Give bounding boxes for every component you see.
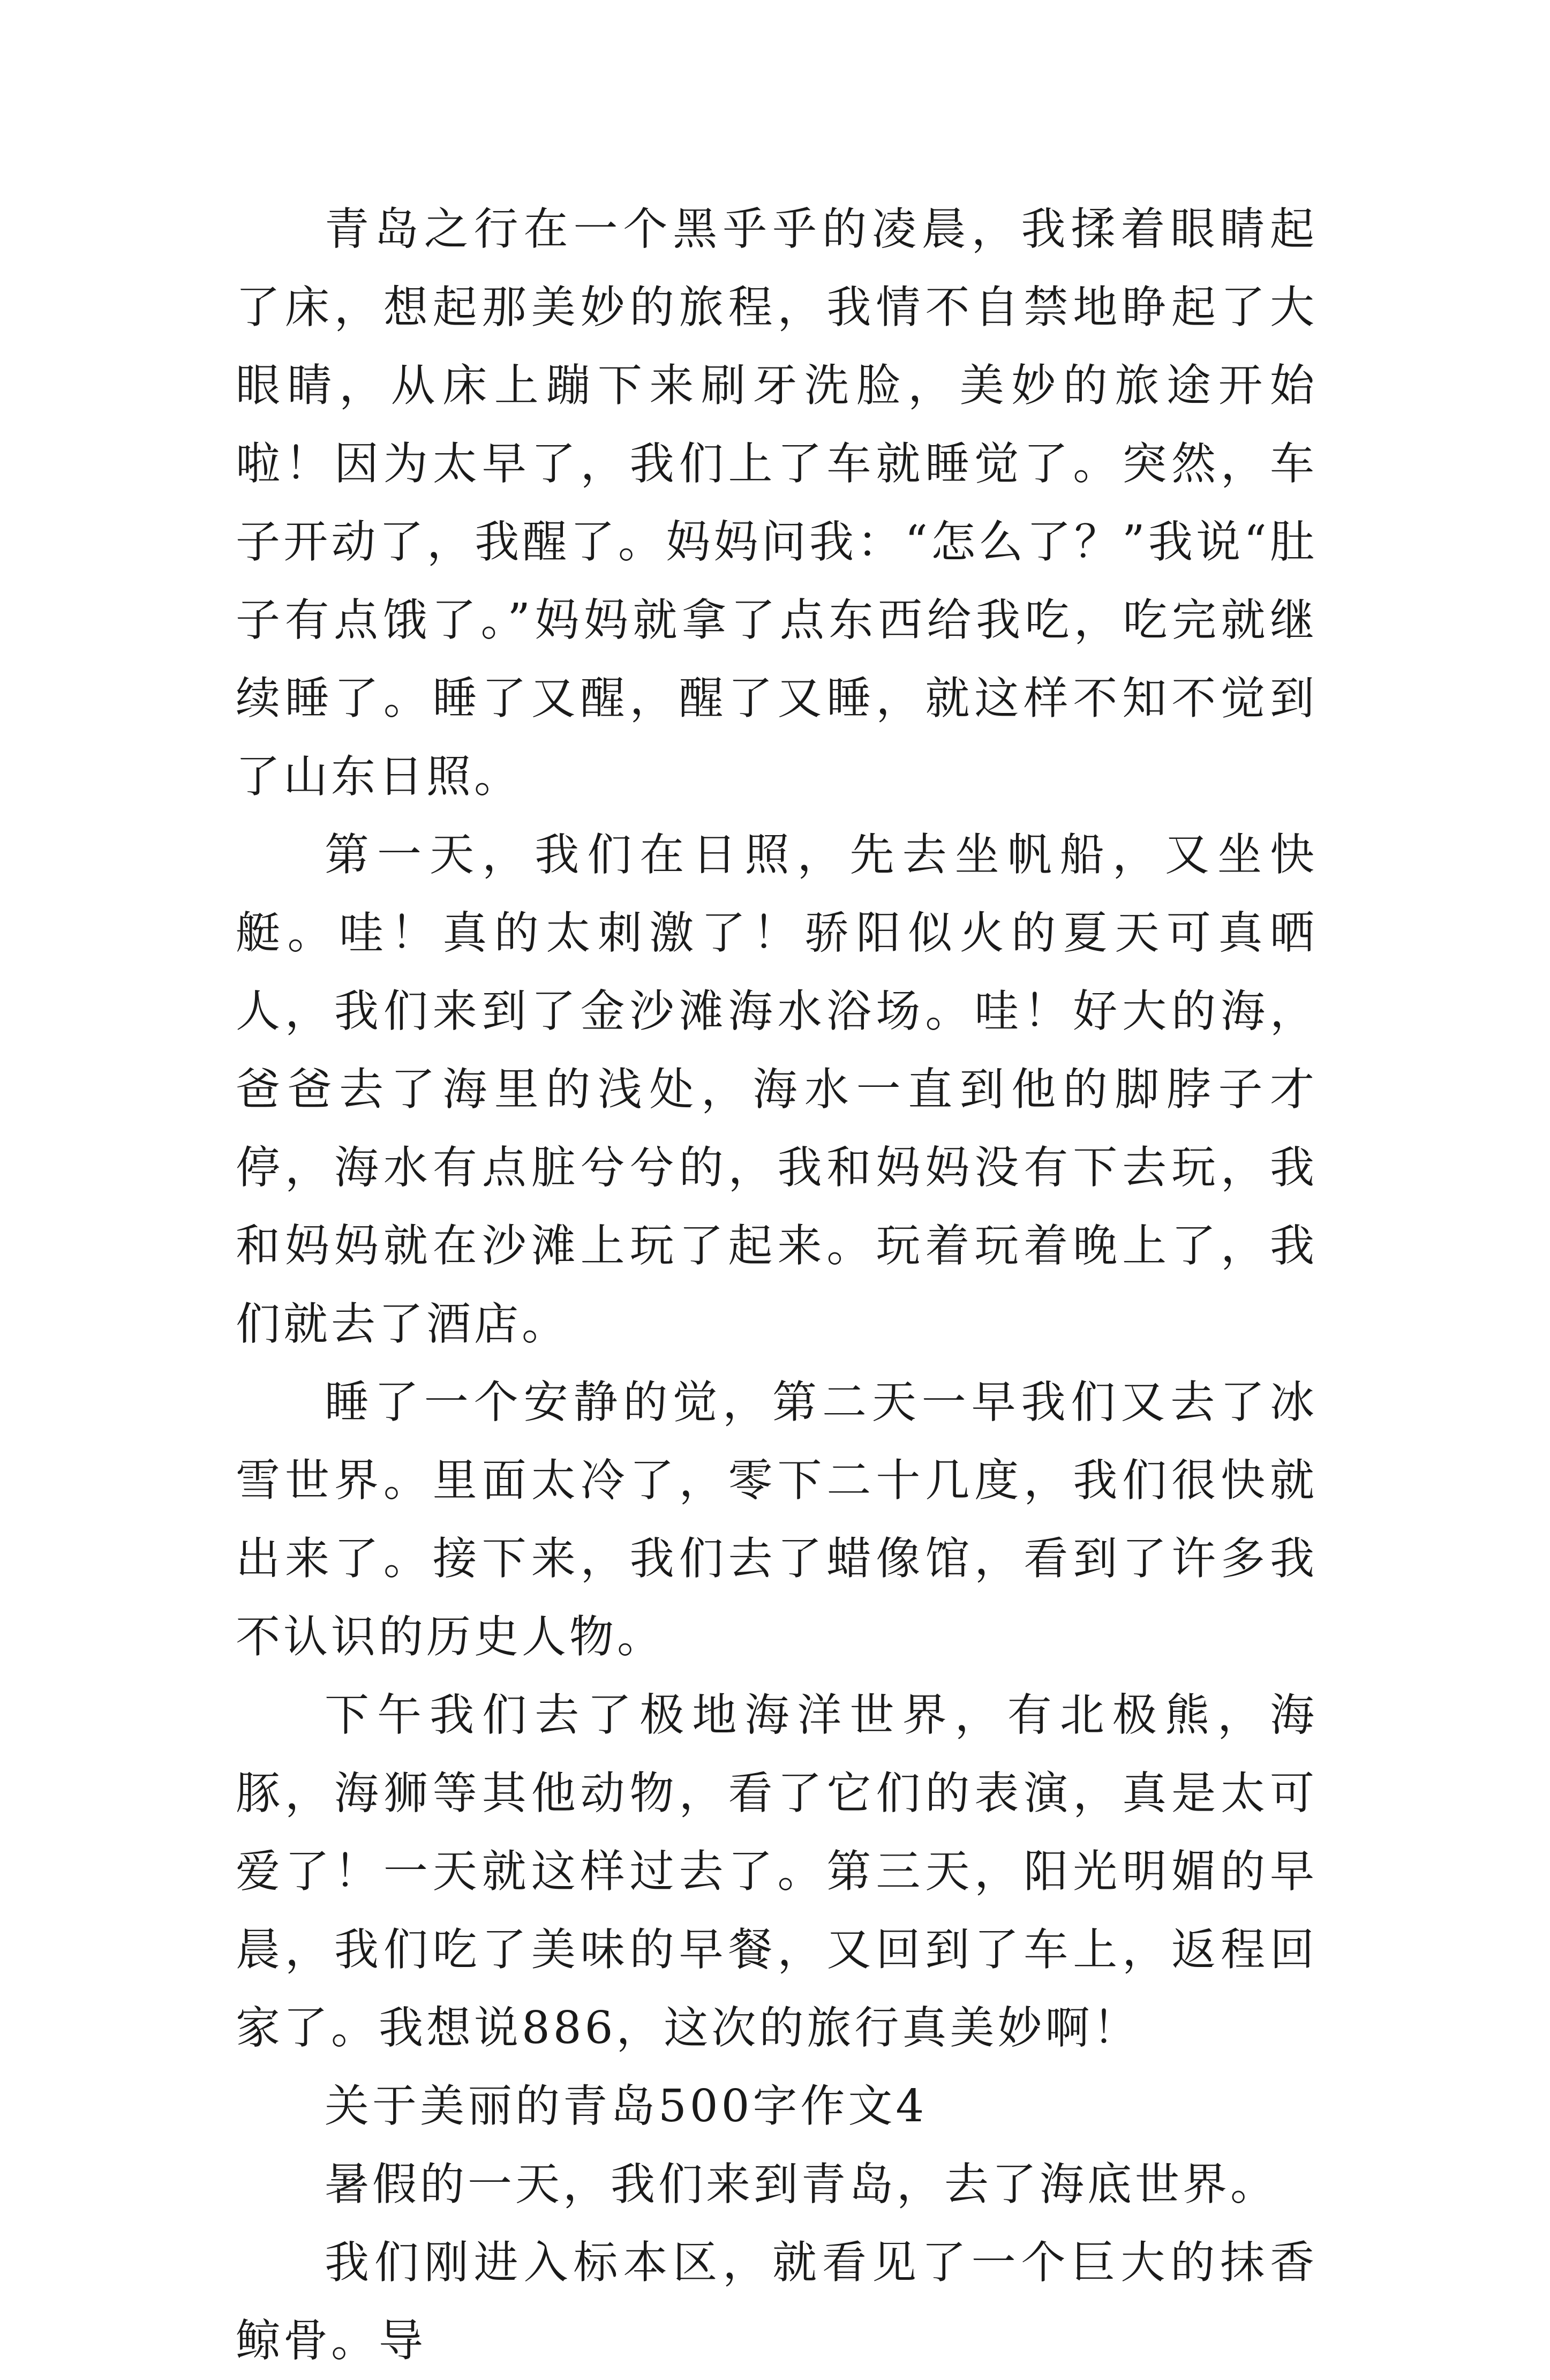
paragraph-6: 我们刚进入标本区，就看见了一个巨大的抹香鲸骨。导 [236, 2236, 1318, 2367]
essay-heading: 关于美丽的青岛500字作文4 [325, 2080, 928, 2132]
paragraph-3: 睡了一个安静的觉，第二天一早我们又去了冰雪世界。里面太冷了，零下二十几度，我们很快就出来了。接下来，我们去了蜡像馆，看到了许多我不认识的历史人物。 [236, 1376, 1318, 1663]
document-body [236, 190, 1318, 2380]
paragraph-4: 下午我们去了极地海洋世界，有北极熊，海豚，海狮等其他动物，看了它们的表演，真是太可爱了！一天就这样过去了。第三天，阳光明媚的早晨，我们吃了美味的早餐，又回到了车上，返程回家了。我想说886，这次的旅行真美妙啊！ [236, 1689, 1318, 2054]
paragraph-2: 第一天，我们在日照，先去坐帆船，又坐快艇。哇！真的太刺激了！骄阳似火的夏天可真晒人，我们来到了金沙滩海水浴场。哇！好大的海，爸爸去了海里的浅处，海水一直到他的脚脖子才停，海水有点脏兮兮的，我和妈妈没有下去玩，我和妈妈就在沙滩上玩了起来。玩着玩着晚上了，我们就去了酒店。 [236, 829, 1318, 1350]
paragraph-1: 青岛之行在一个黑乎乎的凌晨，我揉着眼睛起了床，想起那美妙的旅程，我情不自禁地睁起了大眼睛，从床上蹦下来刷牙洗脸，美妙的旅途开始啦！因为太早了，我们上了车就睡觉了。突然，车子开动了，我醒了。妈妈问我：“怎么了？”我说“肚子有点饿了。”妈妈就拿了点东西给我吃，吃完就继续睡了。睡了又醒，醒了又睡，就这样不知不觉到了山东日照。 [236, 203, 1318, 802]
paragraph-5: 暑假的一天，我们来到青岛，去了海底世界。 [325, 2158, 1278, 2210]
